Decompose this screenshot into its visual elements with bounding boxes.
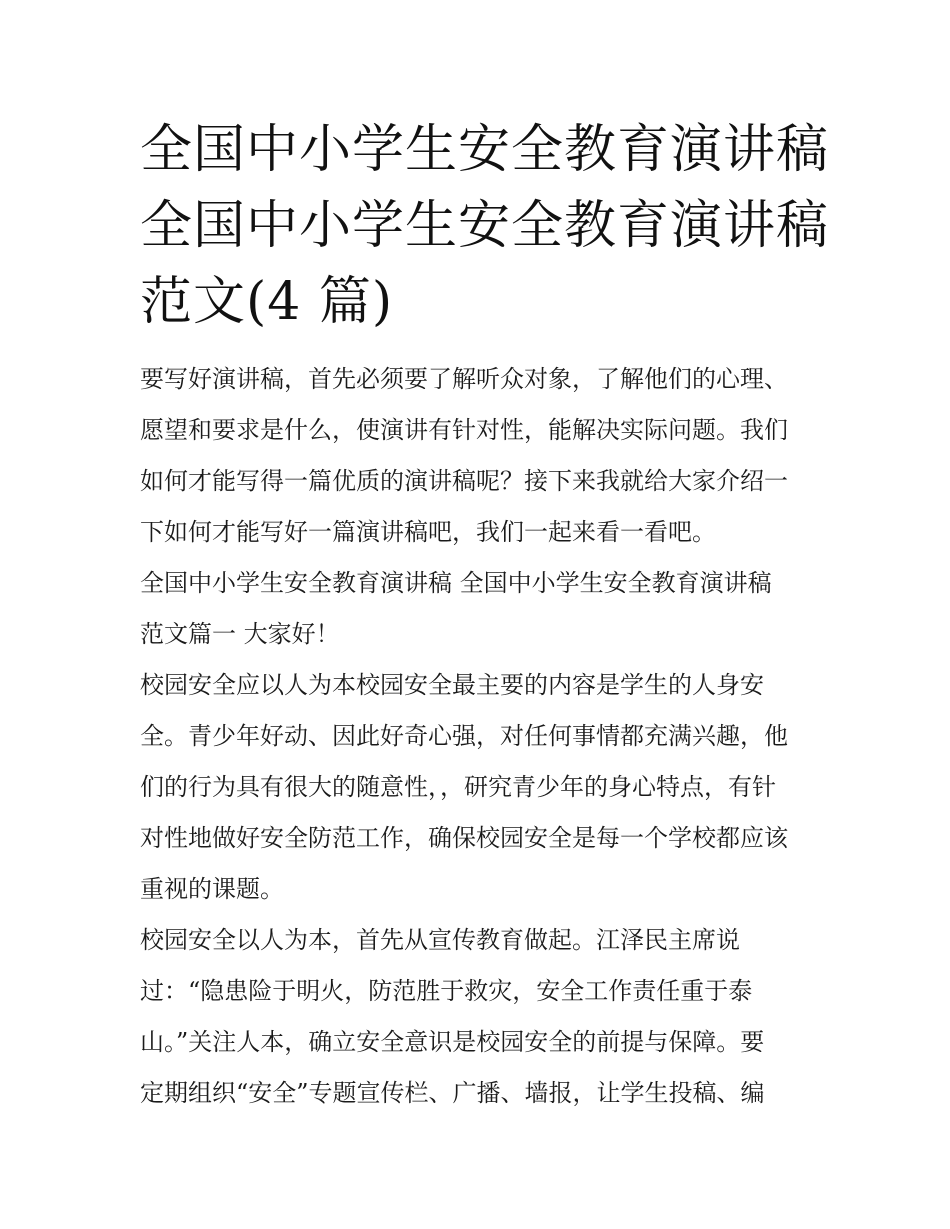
body-line: 们的行为具有很大的随意性，，研究青少年的身心特点，有针 <box>140 773 776 801</box>
body-line: 定期组织“安全”专题宣传栏、广播、墙报，让学生投稿、编 <box>140 1079 765 1107</box>
body-line: 全国中小学生安全教育演讲稿 全国中小学生安全教育演讲稿 <box>140 569 772 597</box>
title-line: 全国中小学生安全教育演讲稿 <box>140 196 830 256</box>
document-title <box>140 112 830 340</box>
body-line: 重视的课题。 <box>140 875 284 903</box>
body-line: 对性地做好安全防范工作，确保校园安全是每一个学校都应该 <box>140 824 788 852</box>
body-line: 全。青少年好动、因此好奇心强，对任何事情都充满兴趣，他 <box>140 722 788 750</box>
body-line: 过：“隐患险于明火，防范胜于救灾，安全工作责任重于泰 <box>140 977 753 1005</box>
body-line: 范文篇一 大家好！ <box>140 620 340 648</box>
title-line: 全国中小学生安全教育演讲稿 <box>140 120 830 180</box>
body-line: 要写好演讲稿，首先必须要了解听众对象，了解他们的心理、 <box>140 365 788 393</box>
body-line: 校园安全应以人为本校园安全最主要的内容是学生的人身安 <box>140 671 764 699</box>
document-body <box>140 354 820 1119</box>
body-line: 下如何才能写好一篇演讲稿吧，我们一起来看一看吧。 <box>140 518 716 546</box>
body-line: 愿望和要求是什么，使演讲有针对性，能解决实际问题。我们 <box>140 416 788 444</box>
body-line: 山。”关注人本，确立安全意识是校园安全的前提与保障。要 <box>140 1028 765 1056</box>
body-line: 如何才能写得一篇优质的演讲稿呢？接下来我就给大家介绍一 <box>140 467 788 495</box>
body-line: 校园安全以人为本，首先从宣传教育做起。江泽民主席说 <box>140 926 740 954</box>
title-line: 范文(4 篇) <box>140 272 394 332</box>
